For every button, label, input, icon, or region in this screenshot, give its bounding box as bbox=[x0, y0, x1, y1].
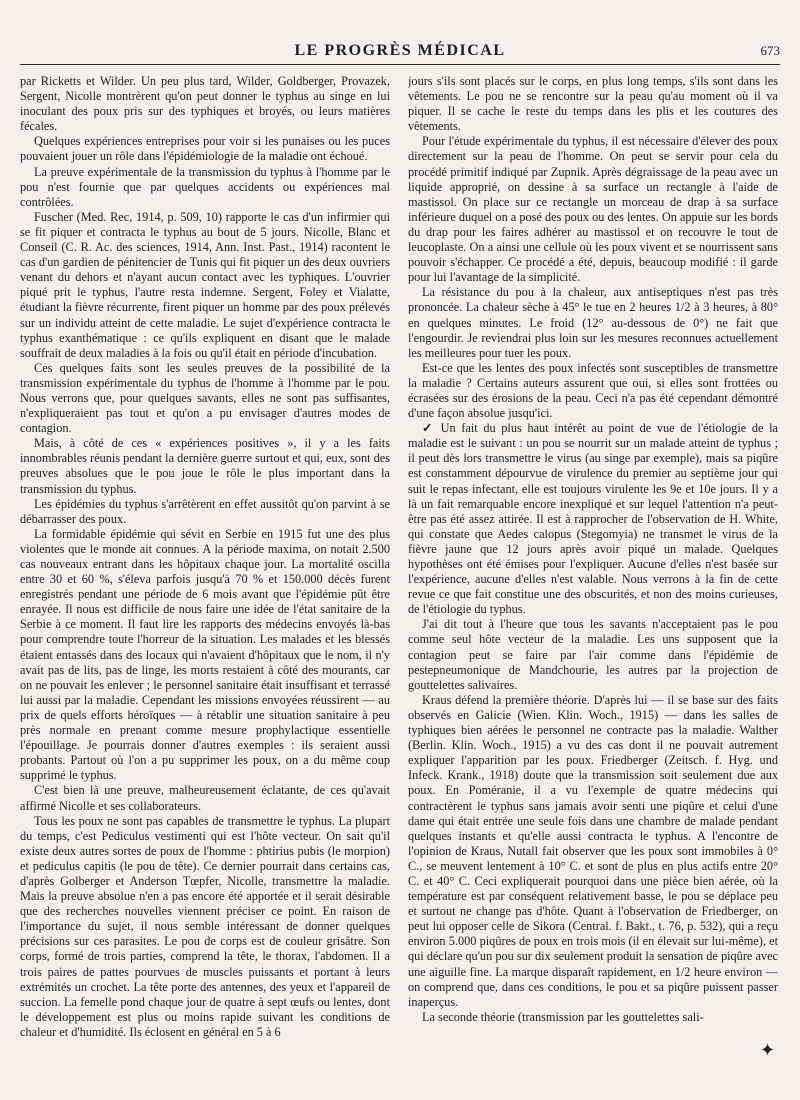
paragraph: Est-ce que les lentes des poux infectés sont susceptibles de transmettre la maladie ? Certains auteurs assurent que oui, si elles sont frottées ou écrasées sur des érosions de la peau. Ceci n'a pas été cependant démontré d'une façon absolue jusqu'ici. bbox=[408, 360, 778, 421]
paragraph: jours s'ils sont placés sur le corps, en plus long temps, s'ils sont dans les vêtements. Le pou ne se rencontre sur la peau qu'au moment où il va piquer. Il se cache le reste du temps dans les plis et les coutures des vêtements. bbox=[408, 74, 778, 134]
check-mark-icon: ✓ bbox=[422, 421, 435, 436]
paragraph: J'ai dit tout à l'heure que tous les savants n'acceptaient pas le pou comme seul hôte vecteur de la maladie. Les uns supposent que la contagion peut se faire par l'air comme dans l'épidémie de pestepneumonique de Mandchourie, les autres par la projection de gouttelettes salivaires. bbox=[408, 617, 778, 692]
paragraph: La seconde théorie (transmission par les gouttelettes sali- bbox=[422, 1009, 704, 1024]
paragraph: Quelques expériences entreprises pour voir si les punaises ou les puces pouvaient jouer un rôle dans l'épidémiologie de la maladie ont échoué. bbox=[20, 134, 390, 164]
paragraph: Tous les poux ne sont pas capables de transmettre le typhus. La plupart du temps, c'est Pediculus vestimenti qui est l'hôte vecteur. On sait qu'il existe deux autres sortes de poux de l'homme : phtirius pubis (le morpion) et pediculus capitis (le pou de tête). Ce dernier pourrait dans certains cas, d'après Golberger et Anderson Tœpfer, Nicolle, transmettre la maladie. Mais la preuve absolue n'en a pas encore été apportée et il serait désirable que des recherches nouvelles viennent préciser ce point. En raison de l'importance du sujet, il nous semble intéressant de donner quelques précisions sur ces parasites. Le pou de corps est de couleur grisâtre. Son corps, formé de trois parties, comprend la tête, le thorax, l'abdomen. Il a trois paires de pattes pourvues de muscles puissants et portant à leurs extrémités un crochet. La tête porte des antennes, des yeux et l'appareil de succion. La femelle pond chaque jour de quatre à sept œufs ou lentes, dont le développement est plus ou moins rapide suivant les conditions de chaleur et d'humidité. Ils éclosent en général en 5 à 6 bbox=[20, 813, 390, 1039]
ornament-icon: ✦ bbox=[760, 1040, 776, 1060]
paragraph: Les épidémies du typhus s'arrêtèrent en effet aussitôt qu'on parvint à se débarrasser des poux. bbox=[20, 496, 390, 526]
paragraph-text: Un fait du plus haut intérêt au point de vue de l'étiologie de la maladie est le suivant : un pou se nourrit sur un malade atteint de typhus ; il peut dès lors transmettre le virus (au singe par exemple), mais sa piqûre est constamment dépourvue de virulence du premier au septième jour qui suit le repas infectant, elle est toujours virulente les 9e et 10e jours. Il y a là un fait remarquable encore inexpliqué et sur lequel l'attention n'a peut-être pas été assez attirée. Il est à rapprocher de l'observation de H. White, qui constate que Aedes calopus (Stegomyia) ne transmet le virus de la fièvre jaune que 12 jours après avoir piqué un malade. Quelques hypothèses ont été émises pour l'expliquer. Aucune d'elles n'est basée sur l'expérience, aucune d'elles n'est valable. Nous verrons à la fin de cette revue ce que fait constitue une des obscurités, et non des moins curieuses, de l'étiologie du typhus. bbox=[408, 421, 778, 617]
paragraph: Mais, à côté de ces « expériences positives », il y a les faits innombrables réunis pendant la dernière guerre surtout et qui, eux, sont des preuves absolues que le pou joue le rôle le plus important dans la transmission du typhus. bbox=[20, 436, 390, 496]
right-column bbox=[408, 74, 778, 1064]
paragraph: La résistance du pou à la chaleur, aux antiseptiques n'est pas très prononcée. La chaleur sèche à 45° le tue en 2 heures 1/2 à 3 heures, à 80° en quelques minutes. Le froid (12° au-dessous de 0°) ne fait que l'engourdir. Je reviendrai plus loin sur les mesures reconnues actuellement les meilleures pour tuer les poux. bbox=[408, 285, 778, 360]
paragraph: La preuve expérimentale de la transmission du typhus à l'homme par le pou n'est fournie que par quelques accidents ou expériences mal contrôlées. bbox=[20, 164, 390, 209]
paragraph: La formidable épidémie qui sévit en Serbie en 1915 fut une des plus violentes que le monde ait connues. A la période maxima, on notait 2.500 cas nouveaux entrant dans les hôpitaux chaque jour. La mortalité oscilla entre 30 et 60 %, s'éleva parfois jusqu'à 70 % et 150.000 décès furent enregistrés pendant une période de 6 mois avant que l'épidémie pût être enrayée. Il nous est difficile de nous faire une idée de l'état sanitaire de la Serbie à ce moment. Il faut lire les rapports des médecins envoyés là-bas pour comprendre toute l'horreur de la situation. Les malades et les blessés étaient entassés dans des locaux qui n'avaient d'hôpitaux que le nom, il n'y avait pas de lits, pas de linge, les morts restaient à côté des mourants, car on ne pouvait les enlever ; le personnel sanitaire était insuffisant et terrassé lui aussi par la maladie. Cependant les missions envoyées réussirent — au prix de quels efforts héroïques — à rétablir une situation sanitaire à peu près normale en prenant comme mesure prophylactique essentielle l'épouillage. Je pourrais donner d'autres exemples : ils seraient aussi probants. Partout où l'on a pu supprimer les poux, on a du même coup supprimé le typhus. bbox=[20, 526, 390, 783]
paragraph: C'est bien là une preuve, malheureusement éclatante, de ces qu'avait affirmé Nicolle et ses collaborateurs. bbox=[20, 783, 390, 813]
paragraph: Fuscher (Med. Rec, 1914, p. 509, 10) rapporte le cas d'un infirmier qui se fit piquer et contracta le typhus au bout de 5 jours. Nicolle, Blanc et Conseil (C. R. Ac. des sciences, 1914, Ann. Inst. Past., 1914) racontent le cas d'un gardien de pénitencier de Tunis qui fit piquer un des deux ouvriers venant du dehors et n'ayant aucun contact avec les typhiques. L'ouvrier piqué prit le typhus, l'autre resta indemne. Sergent, Foley et Vialatte, étudiant la fièvre récurrente, firent piquer un homme par des poux prélevés sur un individu atteint de cette maladie. Le sujet d'expérience contracta le typhus exanthématique : ce qu'ils expliquent en disant que le malade souffrait de deux maladies à la fois ou qu'il était en période d'incubation. bbox=[20, 209, 390, 360]
paragraph-checked bbox=[408, 421, 778, 617]
journal-title: LE PROGRÈS MÉDICAL bbox=[294, 42, 506, 59]
paragraph: Pour l'étude expérimentale du typhus, il est nécessaire d'élever des poux directement sur la peau de l'homme. On peut se servir pour cela du procédé primitif indiqué par Zupnik. Après dégraissage de la peau avec un liquide approprié, on dessine à sa surface un rectangle à l'aide de mastissol. On place sur ce rectangle un morceau de drap à sa surface inférieure duquel on a posé des poux ou des lentes. On appuie sur les bords du drap pour les faires adhérer au mastissol et on recouvre le tout de leucoplaste. On a ainsi une cellule où les poux vivent et se nourrissent sans pouvoir s'échapper. Ce procédé a été, depuis, beaucoup modifié : il garde pour lui l'avantage de la simplicité. bbox=[408, 134, 778, 285]
paragraph: par Ricketts et Wilder. Un peu plus tard, Wilder, Goldberger, Provazek, Sergent, Nicolle montrèrent qu'on peut donner le typhus au singe en lui inoculant des poux pris sur des typhiques et broyés, ou leurs matières fécales. bbox=[20, 74, 390, 134]
page-number: 673 bbox=[760, 43, 780, 58]
paragraph: Kraus défend la première théorie. D'après lui — il se base sur des faits observés en Galicie (Wien. Klin. Woch., 1915) — dans les salles de typhiques bien aérées le personnel ne contracte pas la maladie. Walther (Berlin. Klin. Woch., 1915) a vu des cas dont il ne pouvait autrement expliquer l'apparition par les poux. Friedberger (Zeitsch. f. Hyg. und Infeck. Krank., 1918) doute que la transmission soit seulement due aux poux. En Poméranie, il a vu l'exemple de quatre médecins qui contractèrent le typhus sans jamais avoir senti une piqûre et celui d'une dame qui était entrée une seule fois dans une chambre de malade pendant quelques instants et qu'elle aussi contracta le typhus. A l'encontre de l'opinion de Kraus, Nutall fait observer que les poux sont immobiles à 0° C., se meuvent lentement à 10° C. et sont de plus en plus actifs entre 20° C. et 40° C. Ceci expliquerait pourquoi dans une pièce bien aérée, où la température est par conséquent relativement basse, le pou se déplace peu et surtout ne change pas d'hôte. Quant à l'observation de Friedberger, on peut lui opposer celle de Sikora (Central. f. Bakt., t. 76, p. 532), qui a reçu environ 5.000 piqûres de poux en trois mois (il en élevait sur lui-même), et qui déclare qu'un pou sur dix seulement produit la sensation de piqûre avec une aiguille fine. La marque disparaît rapidement, en 1/2 heure environ — on comprend que, dans ces conditions, le pou et sa piqûre puissent passer inaperçus. bbox=[408, 692, 778, 1009]
page-header bbox=[20, 40, 780, 65]
left-column bbox=[20, 74, 390, 1064]
paragraph: Ces quelques faits sont les seules preuves de la possibilité de la transmission expérimentale du typhus de l'homme à l'homme par le pou. Nous verrons que, pour quelques savants, elles ne sont pas suffisantes, n'expliqueraient pas tout et qu'on a pu envisager d'autres modes de contagion. bbox=[20, 360, 390, 436]
